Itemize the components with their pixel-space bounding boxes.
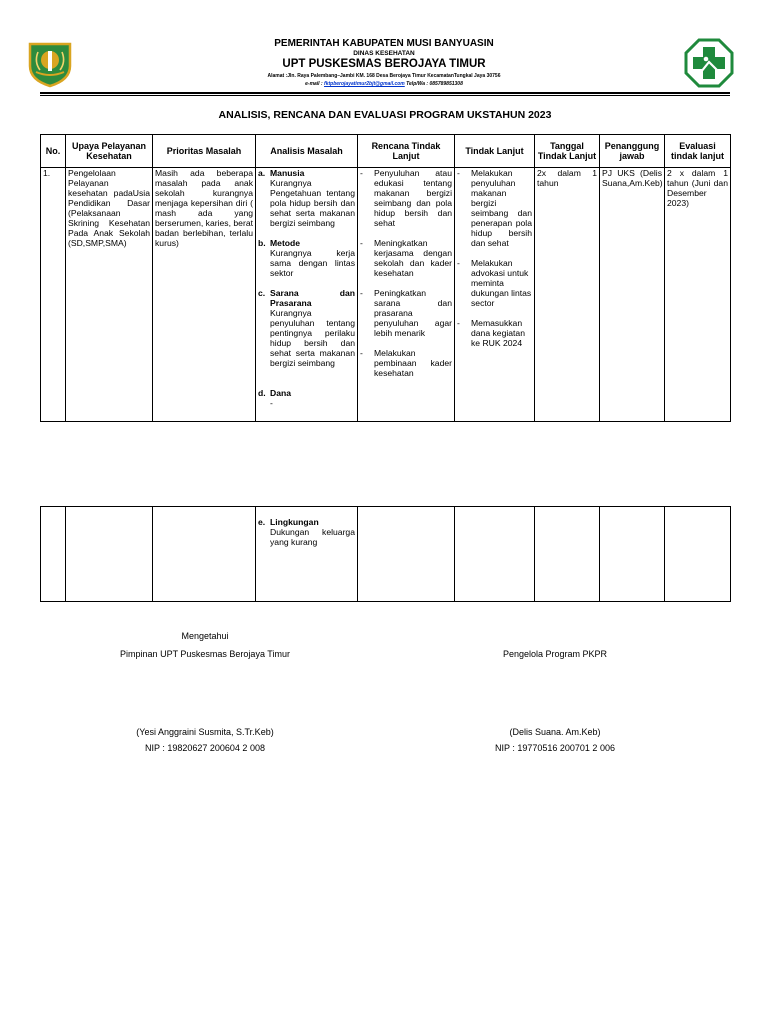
header-rule-thick bbox=[40, 92, 730, 94]
analisis-heading: Sarana dan Prasarana bbox=[270, 288, 355, 308]
cell-evaluasi: 2 x dalam 1 tahun (Juni dan Desember 2023) bbox=[665, 168, 731, 422]
table-header-row bbox=[41, 135, 731, 168]
cell-no: 1. bbox=[41, 168, 66, 422]
cell-tanggal bbox=[535, 507, 600, 602]
analisis-text: Dukungan keluarga yang kurang bbox=[270, 527, 355, 547]
cell-tindak bbox=[455, 168, 535, 422]
sig-right-title: Pengelola Program PKPR bbox=[502, 649, 608, 659]
sig-mengetahui: Mengetahui bbox=[181, 631, 229, 641]
col-header-penanggung: Penanggung jawab bbox=[600, 135, 665, 168]
col-header-analisis: Analisis Masalah bbox=[256, 135, 358, 168]
cell-analisis bbox=[256, 168, 358, 422]
document-title: ANALISIS, RENCANA DAN EVALUASI PROGRAM UKSTAHUN 2023 bbox=[218, 109, 552, 121]
tindak-item: - Melakukan penyuluhan makanan bergizi seimbang dan penerapan pola hidup bersih dan sehat bbox=[457, 168, 532, 248]
cell-rencana bbox=[358, 168, 455, 422]
cell-no bbox=[41, 507, 66, 602]
analisis-item-dana bbox=[258, 388, 355, 408]
cell-rencana bbox=[358, 507, 455, 602]
analisis-heading: Metode bbox=[270, 238, 301, 248]
analisis-item-metode bbox=[258, 238, 355, 278]
cell-upaya: Pengelolaan Pelayanan kesehatan padaUsia Pendidikan Dasar (Pelaksanaan Skrining Kesehatan Pada Anak Sekolah (SD,SMP,SMA) bbox=[66, 168, 153, 422]
cell-penanggung bbox=[600, 507, 665, 602]
header-government: PEMERINTAH KABUPATEN MUSI BANYUASIN bbox=[274, 38, 494, 49]
cell-penanggung: PJ UKS (Delis Suana,Am.Keb) bbox=[600, 168, 665, 422]
program-table bbox=[40, 134, 731, 422]
tindak-item: - Melakukan advokasi untuk meminta dukungan lintas sector bbox=[457, 258, 532, 308]
header-department: DINAS KESEHATAN bbox=[353, 50, 415, 57]
cell-analisis bbox=[256, 507, 358, 602]
header-contact bbox=[120, 81, 648, 87]
analisis-item-manusia bbox=[258, 168, 355, 228]
col-header-prioritas: Prioritas Masalah bbox=[153, 135, 256, 168]
analisis-text: Kurangnya penyuluhan tentang pentingnya perilaku hidup bersih dan sehat serta makanan bergizi seimbang bbox=[270, 308, 355, 368]
col-header-no: No. bbox=[41, 135, 66, 168]
cell-tanggal: 2x dalam 1 tahun bbox=[535, 168, 600, 422]
kabupaten-emblem-icon bbox=[26, 40, 74, 88]
analisis-item-lingkungan bbox=[258, 517, 355, 547]
sig-left-title: Pimpinan UPT Puskesmas Berojaya Timur bbox=[120, 649, 290, 659]
cell-prioritas bbox=[153, 507, 256, 602]
col-header-evaluasi: Evaluasi tindak lanjut bbox=[665, 135, 731, 168]
analisis-letter: a. bbox=[258, 168, 266, 178]
cell-prioritas: Masih ada beberapa masalah pada anak sekolah kurangnya menjaga kepersihan diri ( mash ada yang berserumen, karies, berat badan berlebihan, terlalu kurus) bbox=[153, 168, 256, 422]
sig-right-name: (Delis Suana. Am.Keb) bbox=[509, 727, 601, 737]
col-header-tindak: Tindak Lanjut bbox=[455, 135, 535, 168]
sig-left-nip: NIP : 19820627 200604 2 008 bbox=[145, 743, 265, 753]
phone-text: Telp/Wa : 085789851308 bbox=[404, 81, 463, 87]
col-header-rencana: Rencana Tindak Lanjut bbox=[358, 135, 455, 168]
analisis-letter: d. bbox=[258, 388, 266, 398]
header-upt-name: UPT PUSKESMAS BEROJAYA TIMUR bbox=[282, 58, 486, 70]
table-row bbox=[41, 507, 731, 602]
table-row bbox=[41, 168, 731, 422]
header-rule-thin bbox=[40, 95, 730, 96]
rencana-item: - Meningkatkan kerjasama dengan sekolah dan kader kesehatan bbox=[360, 238, 452, 278]
rencana-item: - Peningkatkan sarana dan prasarana penyuluhan agar lebih menarik bbox=[360, 288, 452, 338]
header-address: Alamat :Jln. Raya Palembang–Jambi KM. 168 Desa Berojaya Timur KecamatanTungkal Jaya 30756 bbox=[267, 73, 501, 79]
analisis-text: - bbox=[270, 398, 273, 408]
cell-tindak bbox=[455, 507, 535, 602]
analisis-heading: Manusia bbox=[270, 168, 305, 178]
tindak-item: - Memasukkan dana kegiatan ke RUK 2024 bbox=[457, 318, 525, 348]
analisis-letter: c. bbox=[258, 288, 266, 298]
analisis-letter: e. bbox=[258, 517, 266, 527]
cell-evaluasi bbox=[665, 507, 731, 602]
analisis-item-sarana bbox=[258, 288, 355, 368]
col-header-upaya: Upaya Pelayanan Kesehatan bbox=[66, 135, 153, 168]
rencana-item: - Penyuluhan atau edukasi tentang makanan bergizi seimbang dan pola hidup bersih dan sehat bbox=[360, 168, 452, 228]
col-header-tanggal: Tanggal Tindak Lanjut bbox=[535, 135, 600, 168]
sig-right-nip: NIP : 19770516 200701 2 006 bbox=[495, 743, 615, 753]
sig-left-name: (Yesi Anggraini Susmita, S.Tr.Keb) bbox=[136, 727, 274, 737]
analisis-heading: Lingkungan bbox=[270, 517, 319, 527]
email-link[interactable]: fktpberojayatimur2bjt@gmail.com bbox=[324, 81, 405, 87]
puskesmas-logo-icon bbox=[684, 38, 734, 88]
cell-upaya bbox=[66, 507, 153, 602]
analisis-text: Kurangnya kerja sama dengan lintas sektor bbox=[270, 248, 355, 278]
rencana-item: - Melakukan pembinaan kader kesehatan bbox=[360, 348, 452, 378]
program-table-continued bbox=[40, 506, 731, 602]
email-label: e-mail : bbox=[305, 81, 325, 87]
analisis-heading: Dana bbox=[270, 388, 292, 398]
analisis-text: Kurangnya Pengetahuan tentang pola hidup bersih dan sehat serta makanan bergizi seimbang bbox=[270, 178, 355, 228]
analisis-letter: b. bbox=[258, 238, 266, 248]
